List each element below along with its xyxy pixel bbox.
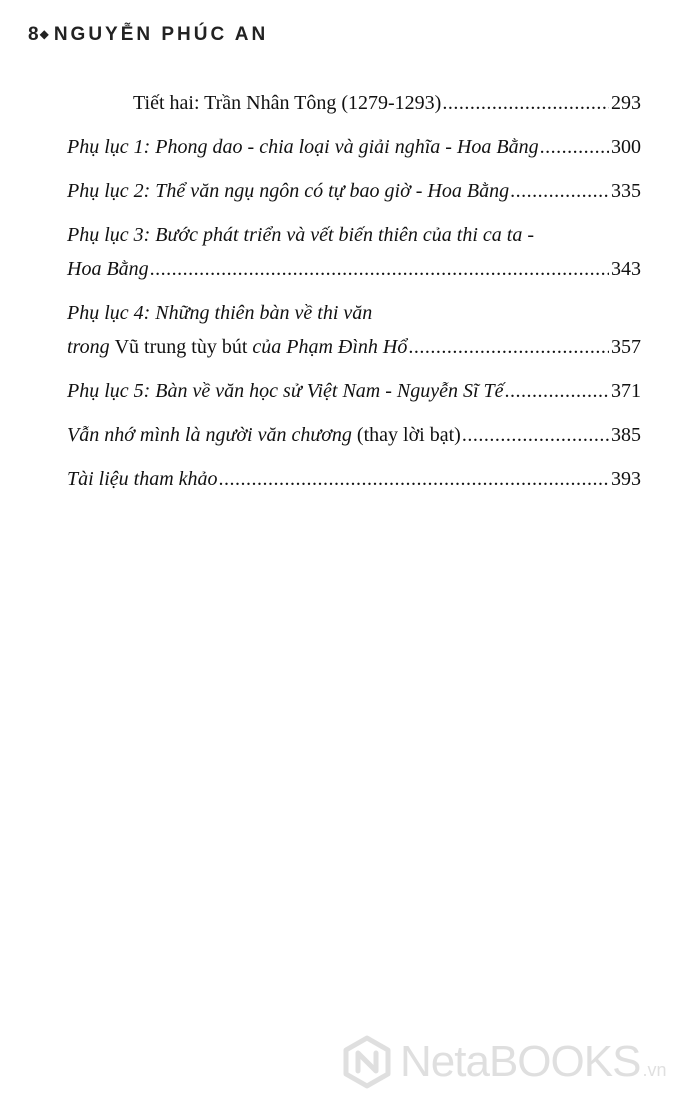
- toc-entry-phu-luc-5[interactable]: [67, 374, 641, 408]
- toc-entry-page: 385: [611, 424, 641, 446]
- page-number: 8: [28, 24, 39, 45]
- toc-entry-phu-luc-2[interactable]: [67, 174, 641, 208]
- toc-entry-page: 300: [611, 136, 641, 158]
- toc-entry-tiet-hai[interactable]: [67, 86, 641, 120]
- toc-entry-title-line2: [67, 330, 407, 364]
- dot-leader: [510, 174, 609, 208]
- title-part-main: Vẫn nhớ mình là người văn chương: [67, 424, 352, 446]
- toc-entry-phu-luc-3[interactable]: [67, 218, 641, 286]
- netabooks-watermark: [340, 1030, 690, 1094]
- netabooks-logo-icon: [340, 1035, 394, 1089]
- author-name: NGUYỄN PHÚC AN: [53, 24, 269, 45]
- toc-entry-title: [67, 418, 461, 452]
- table-of-contents: [67, 86, 641, 496]
- toc-entry-page: 343: [611, 258, 641, 280]
- dot-leader: [442, 86, 609, 120]
- running-header: [28, 24, 268, 46]
- toc-entry-title: Tài liệu tham khảo: [67, 468, 218, 490]
- title-part-book: Vũ trung tùy bút: [114, 336, 248, 358]
- toc-entry-page: 335: [611, 180, 641, 202]
- dot-leader: [219, 462, 609, 496]
- dot-leader: [540, 130, 609, 164]
- toc-entry-phu-luc-1[interactable]: [67, 130, 641, 164]
- dot-leader: [150, 252, 609, 286]
- title-part-note: (thay lời bạt): [356, 424, 461, 446]
- toc-entry-phu-luc-4[interactable]: [67, 296, 641, 364]
- dot-leader: [408, 330, 609, 364]
- toc-entry-title: Phụ lục 2: Thể văn ngụ ngôn có tự bao giờ - Hoa Bằng: [67, 180, 510, 202]
- toc-entry-title-line2: Hoa Bằng: [67, 258, 149, 280]
- title-part-author: của Phạm Đình Hổ: [252, 336, 408, 358]
- toc-entry-page: 393: [611, 468, 641, 490]
- toc-entry-title-line1: Phụ lục 3: Bước phát triển và vết biến thiên của thi ca ta -: [67, 224, 535, 246]
- watermark-text: [400, 1037, 666, 1087]
- toc-entry-title: Tiết hai: Trần Nhân Tông (1279-1293): [133, 92, 442, 114]
- toc-entry-title-line1: Phụ lục 4: Những thiên bàn về thi văn: [67, 302, 373, 324]
- toc-entry-page: 357: [611, 336, 641, 358]
- title-part-trong: trong: [67, 336, 110, 358]
- toc-entry-page: 371: [611, 380, 641, 402]
- watermark-brand: NetaBOOKS: [400, 1037, 641, 1086]
- toc-entry-title: Phụ lục 1: Phong dao - chia loại và giải nghĩa - Hoa Bằng: [67, 136, 539, 158]
- diamond-separator-icon: ◆: [39, 27, 52, 41]
- toc-entry-title: Phụ lục 5: Bàn về văn học sử Việt Nam - Nguyễn Sĩ Tế: [67, 380, 504, 402]
- watermark-tld: .vn: [642, 1060, 667, 1080]
- dot-leader: [462, 418, 609, 452]
- dot-leader: [505, 374, 609, 408]
- toc-entry-tai-lieu[interactable]: [67, 462, 641, 496]
- toc-entry-loi-bat[interactable]: [67, 418, 641, 452]
- toc-entry-page: 293: [611, 92, 641, 114]
